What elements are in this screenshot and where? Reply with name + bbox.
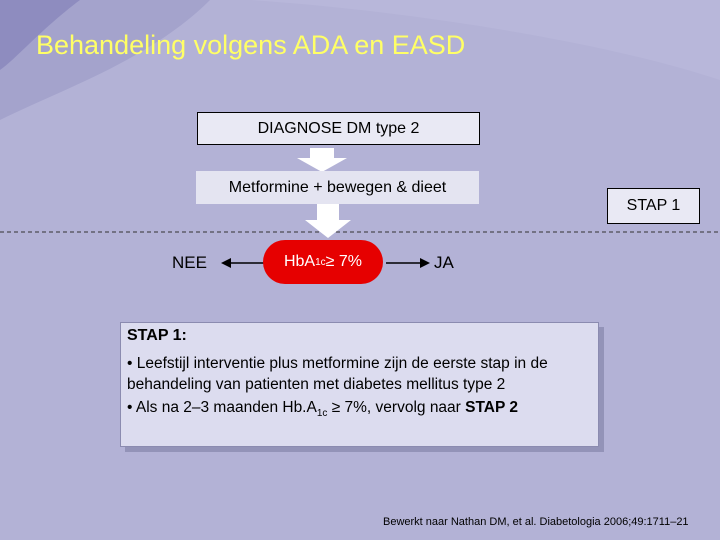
citation: Bewerkt naar Nathan DM, et al. Diabetologia 2006;49:1711–21 (383, 516, 689, 528)
bullet2-bold: STAP 2 (465, 399, 518, 416)
textbox-bullet-1: • Leefstijl interventie plus metformine zijn de eerste stap in de behandeling van patienten met diabetes mellitus type 2 (127, 355, 548, 393)
hba-sub: 1c (315, 256, 326, 268)
step1-textbox (120, 322, 599, 447)
bullet2-sub: 1c (316, 408, 328, 420)
arrow-down-1 (297, 148, 347, 172)
textbox-heading: STAP 1: (127, 327, 187, 344)
arrow-right-to-ja (386, 257, 430, 269)
stap1-tag: STAP 1 (607, 188, 700, 224)
arrow-down-2 (305, 204, 351, 238)
textbox-bullet-2 (127, 397, 592, 424)
no-label: NEE (172, 253, 207, 272)
bullet2-prefix: • Als na 2–3 maanden Hb.A (127, 399, 317, 416)
diagnose-box: DIAGNOSE DM type 2 (197, 112, 480, 145)
arrow-left-to-nee (221, 257, 265, 269)
therapy-box: Metformine + bewegen & dieet (196, 171, 479, 204)
bullet2-mid: ≥ 7%, vervolg naar (327, 399, 466, 416)
slide-title: Behandeling volgens ADA en EASD (36, 30, 466, 60)
hba-prefix: HbA (283, 253, 316, 270)
hba1c-criterion-pill (263, 240, 383, 284)
yes-label: JA (434, 253, 454, 272)
hba-suffix: ≥ 7% (325, 253, 363, 270)
